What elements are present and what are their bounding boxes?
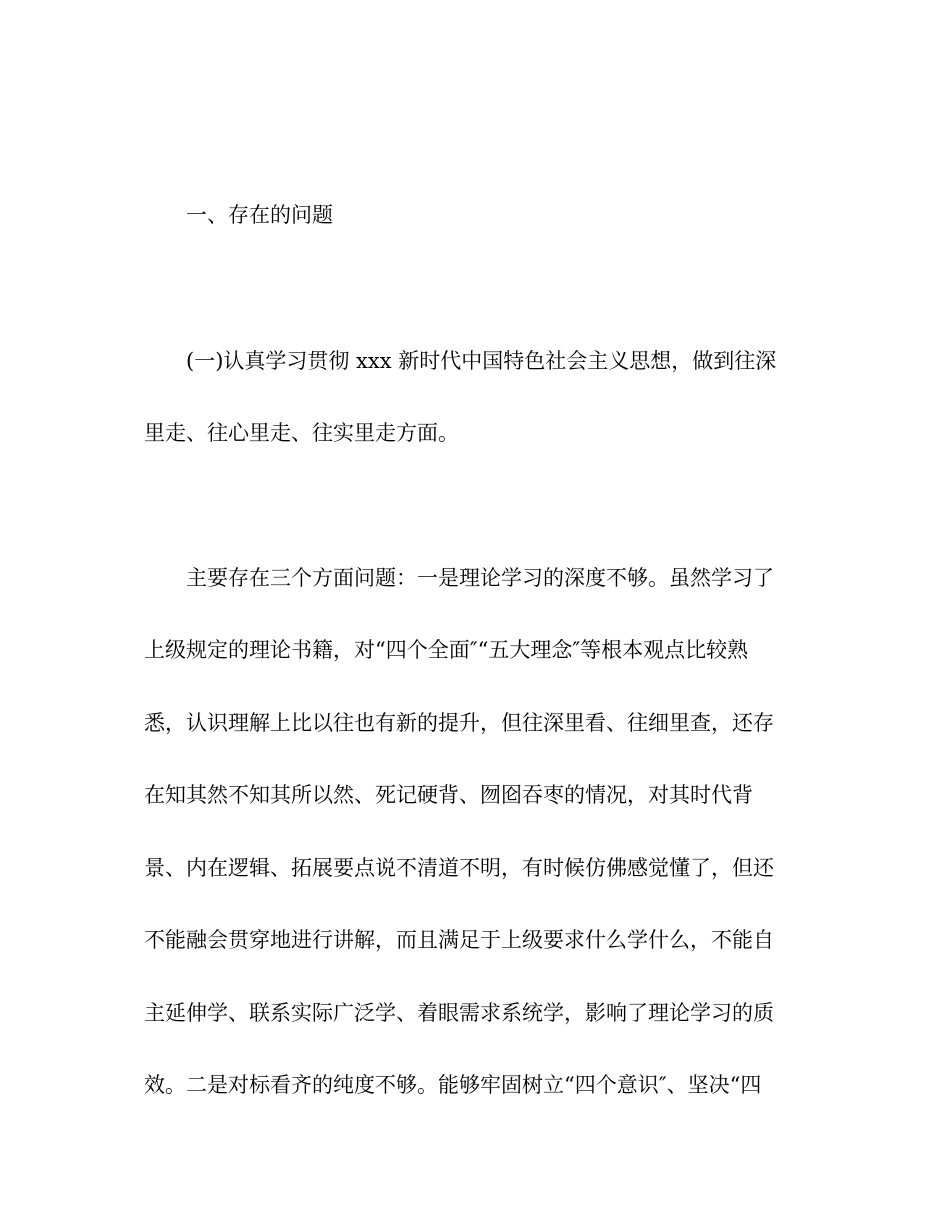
- body-line-2: 上级规定的理论书籍，对“四个全面″“五大理念″等根本观点比较熟: [144, 638, 749, 662]
- section-heading: 一、存在的问题: [186, 203, 333, 227]
- body-line-1: 主要存在三个方面问题：一是理论学习的深度不够。虽然学习了: [186, 566, 774, 590]
- body-line-8: 效。二是对标看齐的纯度不够。能够牢固树立“四个意识″、坚决“四: [144, 1073, 762, 1097]
- subsection-title-line-1: (一)认真学习贯彻 xxx 新时代中国特色社会主义思想，做到往深: [186, 349, 777, 373]
- body-line-5: 景、内在逻辑、拓展要点说不清道不明，有时候仿佛感觉懂了，但还: [144, 856, 774, 880]
- body-line-4: 在知其然不知其所以然、死记硬背、囫囵吞枣的情况，对其时代背: [144, 783, 753, 807]
- body-line-6: 不能融会贯穿地进行讲解，而且满足于上级要求什么学什么，不能自: [144, 928, 774, 952]
- body-line-7: 主延伸学、联系实际广泛学、着眼需求系统学，影响了理论学习的质: [144, 1001, 774, 1025]
- body-line-3: 悉，认识理解上比以往也有新的提升，但往深里看、往细里查，还存: [144, 711, 774, 735]
- subsection-title-line-2: 里走、往心里走、往实里走方面。: [144, 421, 459, 445]
